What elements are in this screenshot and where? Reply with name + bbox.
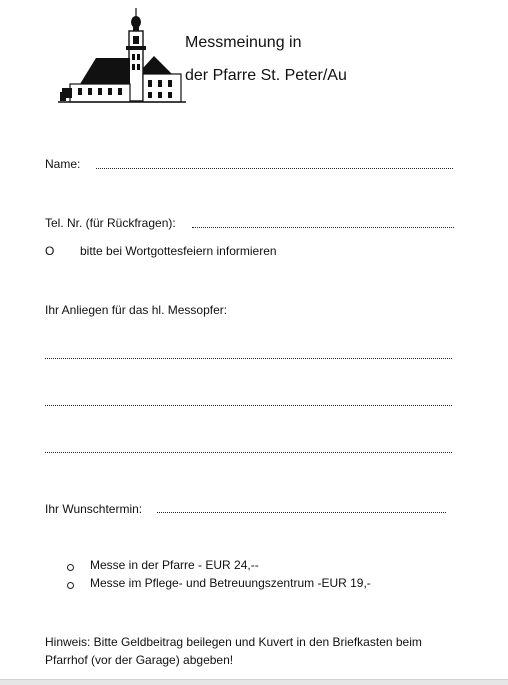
note-text: Hinweis: Bitte Geldbeitrag beilegen und Kuvert in den Briefkasten beim Pfarrhof (vor der Garage) abgeben! (45, 635, 422, 667)
choice-bullet-1[interactable] (67, 564, 74, 571)
page-bottom-edge (0, 679, 508, 685)
date-field[interactable] (157, 512, 446, 513)
phone-field[interactable] (192, 227, 454, 228)
intent-label: Ihr Anliegen für das hl. Messopfer: (45, 303, 228, 317)
church-logo (58, 6, 186, 104)
choice-option-2: Messe im Pflege- und Betreuungszentrum -EUR 19,- (90, 576, 371, 590)
name-label: Name: (45, 157, 81, 171)
intent-line-1[interactable] (45, 358, 452, 359)
intent-line-3[interactable] (45, 452, 452, 453)
date-label: Ihr Wunschtermin: (45, 502, 143, 516)
intent-line-2[interactable] (45, 405, 452, 406)
option-text: bitte bei Wortgottesfeiern informieren (80, 244, 277, 258)
title-line-2: der Pfarre St. Peter/Au (185, 67, 347, 84)
phone-label: Tel. Nr. (für Rückfragen): (45, 216, 176, 230)
title-line-1: Messmeinung in (185, 34, 302, 51)
option-checkbox[interactable]: O (45, 244, 55, 258)
name-field[interactable] (96, 168, 453, 169)
choice-bullet-2[interactable] (67, 582, 74, 589)
choice-option-1: Messe in der Pfarre - EUR 24,-- (90, 558, 259, 572)
